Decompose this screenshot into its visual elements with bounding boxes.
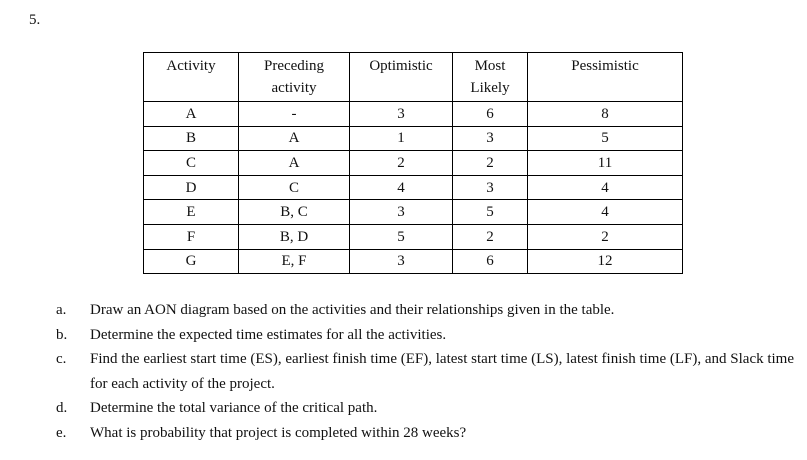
cell-most-likely: 6 [453,249,528,274]
question-marker: d. [56,400,68,416]
question-marker: c. [56,351,67,367]
cell-optimistic: 3 [350,102,453,127]
activity-table [143,52,683,274]
cell-optimistic: 5 [350,224,453,249]
question-marker: a. [56,302,67,318]
table-row [144,249,683,274]
question-item [56,298,796,323]
cell-pessimistic: 5 [528,126,683,151]
cell-most-likely: 3 [453,175,528,200]
header-optimistic: Optimistic [350,53,453,102]
question-item [56,421,796,446]
cell-pessimistic: 2 [528,224,683,249]
header-most-likely: Most Likely [453,53,528,102]
cell-most-likely: 2 [453,224,528,249]
table-row [144,126,683,151]
cell-optimistic: 1 [350,126,453,151]
cell-pessimistic: 8 [528,102,683,127]
table-row [144,175,683,200]
cell-optimistic: 2 [350,151,453,176]
cell-optimistic: 3 [350,249,453,274]
cell-activity: D [144,175,239,200]
cell-activity: B [144,126,239,151]
table-header-row [144,53,683,102]
cell-most-likely: 6 [453,102,528,127]
cell-preceding: B, D [239,224,350,249]
header-pessimistic: Pessimistic [528,53,683,102]
header-preceding-activity: Preceding activity [239,53,350,102]
cell-pessimistic: 11 [528,151,683,176]
question-marker: b. [56,326,68,343]
table-row [144,200,683,225]
cell-preceding: E, F [239,249,350,274]
cell-pessimistic: 12 [528,249,683,274]
table-row [144,224,683,249]
cell-most-likely: 3 [453,126,528,151]
cell-activity: G [144,249,239,274]
question-text: Determine the expected time estimates for all the activities. [90,326,447,343]
cell-most-likely: 5 [453,200,528,225]
cell-activity: E [144,200,239,225]
cell-preceding: - [239,102,350,127]
cell-optimistic: 4 [350,175,453,200]
cell-activity: A [144,102,239,127]
cell-pessimistic: 4 [528,200,683,225]
cell-preceding: B, C [239,200,350,225]
question-text: What is probability that project is completed within 28 weeks? [90,424,467,441]
table-row [144,151,683,176]
cell-activity: F [144,224,239,249]
cell-preceding: C [239,175,350,200]
question-text: Determine the total variance of the critical path. [90,400,378,416]
cell-preceding: A [239,126,350,151]
question-marker: e. [56,424,67,441]
table-row [144,102,683,127]
cell-preceding: A [239,151,350,176]
question-item [56,323,796,348]
question-item [56,347,796,396]
header-activity: Activity [144,53,239,102]
cell-most-likely: 2 [453,151,528,176]
question-item [56,396,796,421]
cell-optimistic: 3 [350,200,453,225]
question-list [56,298,796,445]
question-text: Draw an AON diagram based on the activities and their relationships given in the table. [90,302,615,318]
question-text: Find the earliest start time (ES), earliest finish time (EF), latest start time (LS), latest finish time (LF), and Slack time for each activity of the project. [90,351,795,392]
cell-pessimistic: 4 [528,175,683,200]
question-number: 5. [29,12,41,28]
cell-activity: C [144,151,239,176]
